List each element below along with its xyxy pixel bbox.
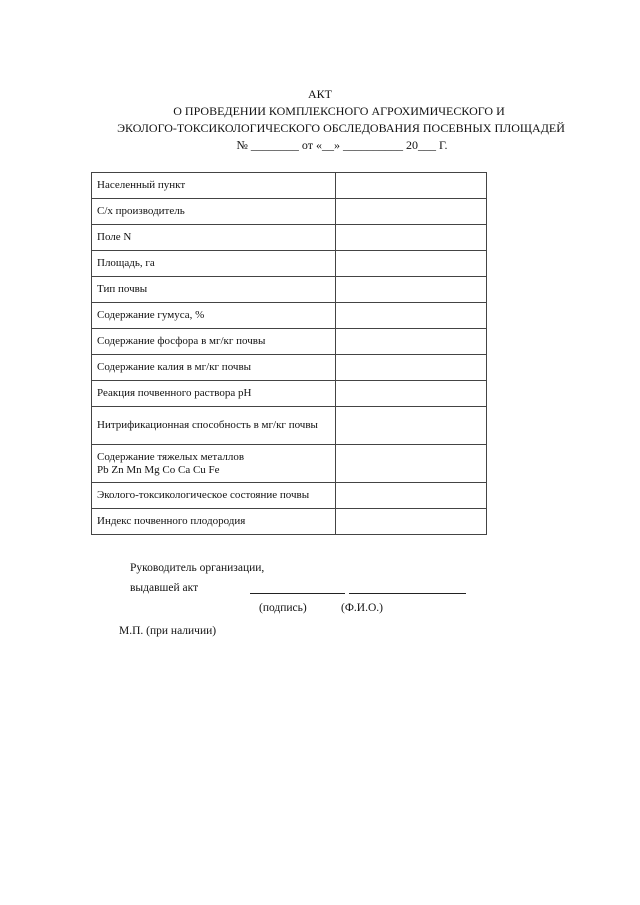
document-title: АКТ — [308, 87, 332, 101]
table-row — [92, 173, 487, 199]
row-label-nitrification: Нитрификационная способность в мг/кг почвы — [92, 407, 336, 445]
row-label-eco-state: Эколого-токсикологическое состояние почвы — [92, 483, 336, 509]
row-value-heavy-metals[interactable] — [335, 445, 487, 483]
signatory-title-line1: Руководитель организации, — [130, 562, 265, 574]
row-value-humus[interactable] — [335, 303, 487, 329]
name-line[interactable] — [349, 593, 466, 594]
row-value-soil-type[interactable] — [335, 277, 487, 303]
document-subtitle-line1: О ПРОВЕДЕНИИ КОМПЛЕКСНОГО АГРОХИМИЧЕСКОГО И — [173, 104, 505, 118]
stamp-note: М.П. (при наличии) — [119, 625, 217, 637]
row-value-settlement[interactable] — [335, 173, 487, 199]
row-label-heavy-metals — [92, 445, 336, 483]
signatory-title-line2: выдавшей акт — [130, 582, 199, 594]
table-row — [92, 251, 487, 277]
row-value-fertility-index[interactable] — [335, 509, 487, 535]
row-label-ph: Реакция почвенного раствора pH — [92, 381, 336, 407]
row-value-phosphorus[interactable] — [335, 329, 487, 355]
row-value-producer[interactable] — [335, 199, 487, 225]
table-row — [92, 509, 487, 535]
row-label-area: Площадь, га — [92, 251, 336, 277]
table-row — [92, 329, 487, 355]
row-label-potassium: Содержание калия в мг/кг почвы — [92, 355, 336, 381]
table-row — [92, 225, 487, 251]
row-label-settlement: Населенный пункт — [92, 173, 336, 199]
signature-caption: (подпись) — [259, 602, 307, 614]
name-caption: (Ф.И.О.) — [341, 602, 383, 614]
table-row — [92, 381, 487, 407]
table-row — [92, 277, 487, 303]
document-header — [0, 86, 640, 154]
row-label-phosphorus: Содержание фосфора в мг/кг почвы — [92, 329, 336, 355]
table-row — [92, 483, 487, 509]
heavy-metals-title: Содержание тяжелых металлов — [97, 450, 245, 463]
row-label-producer: С/х производитель — [92, 199, 336, 225]
document-subtitle-line2: ЭКОЛОГО-ТОКСИКОЛОГИЧЕСКОГО ОБСЛЕДОВАНИЯ ПОСЕВНЫХ ПЛОЩАДЕЙ — [117, 121, 565, 135]
row-label-field-number: Поле N — [92, 225, 336, 251]
row-value-field-number[interactable] — [335, 225, 487, 251]
document-number-date-line: № ________ от «__» __________ 20___ Г. — [236, 138, 448, 152]
row-label-soil-type: Тип почвы — [92, 277, 336, 303]
row-value-area[interactable] — [335, 251, 487, 277]
row-value-eco-state[interactable] — [335, 483, 487, 509]
table-row — [92, 303, 487, 329]
table-row — [92, 199, 487, 225]
survey-data-table — [91, 172, 487, 535]
table-row — [92, 355, 487, 381]
row-label-humus: Содержание гумуса, % — [92, 303, 336, 329]
table-row — [92, 445, 487, 483]
row-value-ph[interactable] — [335, 381, 487, 407]
signature-line[interactable] — [250, 593, 345, 594]
row-value-potassium[interactable] — [335, 355, 487, 381]
row-label-fertility-index: Индекс почвенного плодородия — [92, 509, 336, 535]
heavy-metals-list: Pb Zn Mn Mg Co Ca Cu Fe — [97, 463, 220, 476]
table-row — [92, 407, 487, 445]
row-value-nitrification[interactable] — [335, 407, 487, 445]
